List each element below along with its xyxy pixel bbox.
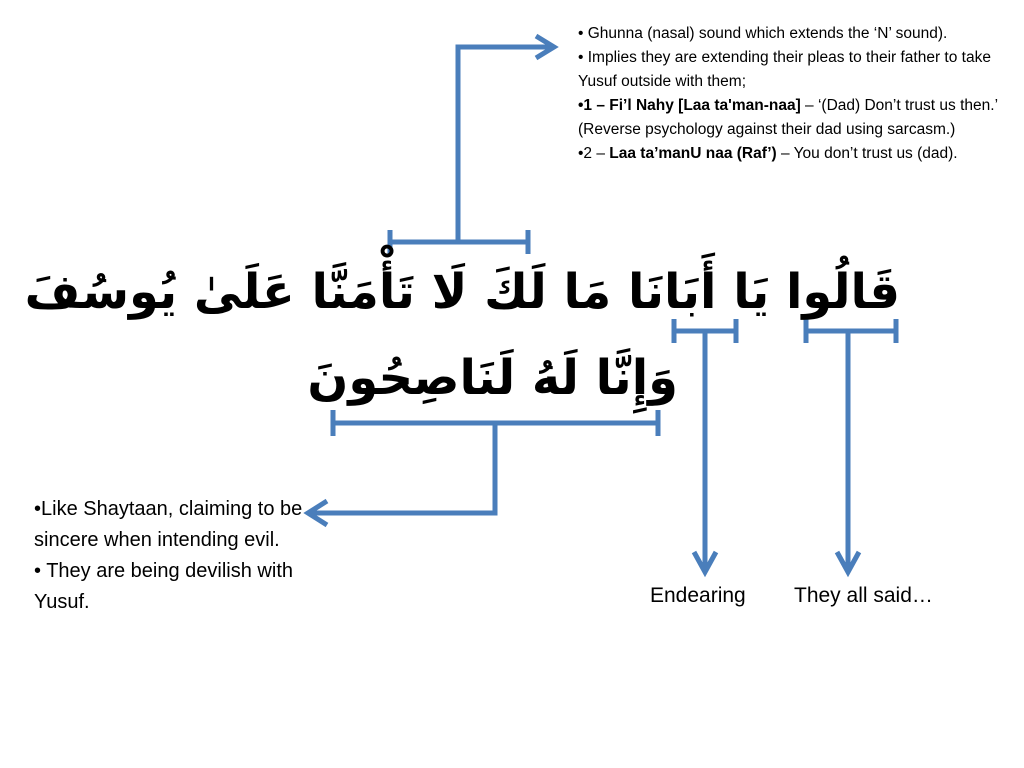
top-note-line-1: • Ghunna (nasal) sound which extends the ‘N’ sound). (578, 25, 948, 42)
top-note-line-4-pre: •2 – (578, 145, 610, 162)
top-note-line-3-rest: – ‘(Dad) Don’t trust us then.’ (Reverse psychology against their dad using sarcasm.) (578, 97, 998, 138)
top-note-line-4-bold: Laa ta’manU naa (Raf’) (609, 145, 777, 162)
top-note-line-4-rest: – You don’t trust us (dad). (776, 145, 958, 162)
caption-they-all-said: They all said… (794, 584, 933, 607)
left-note-line-1: •Like Shaytaan, claiming to be sincere when intending evil. (34, 498, 303, 551)
arabic-verse-line-1: قَالُوا يَا أَبَانَا مَا لَكَ لَا تَأْمَنَّا عَلَىٰ يُوسُفَ (24, 264, 900, 320)
left-note (34, 494, 304, 618)
bracket-qaalu (806, 319, 896, 343)
top-note-line-4 (578, 142, 1008, 166)
arabic-verse-line-2: وَإِنَّا لَهُ لَنَاصِحُونَ (307, 350, 678, 406)
top-note-line-3-bold: •1 – Fi’l Nahy [Laa ta'man-naa] (578, 97, 801, 114)
top-note (578, 22, 1008, 166)
top-note-line-3 (578, 94, 1008, 142)
left-note-line-2: • They are being devilish with Yusuf. (34, 560, 293, 613)
top-note-line-2: • Implies they are extending their pleas to their father to take Yusuf outside with them; (578, 49, 991, 90)
arrow-to-left-note (310, 423, 495, 513)
caption-endearing: Endearing (650, 584, 746, 607)
arrow-to-top-note (458, 47, 552, 242)
